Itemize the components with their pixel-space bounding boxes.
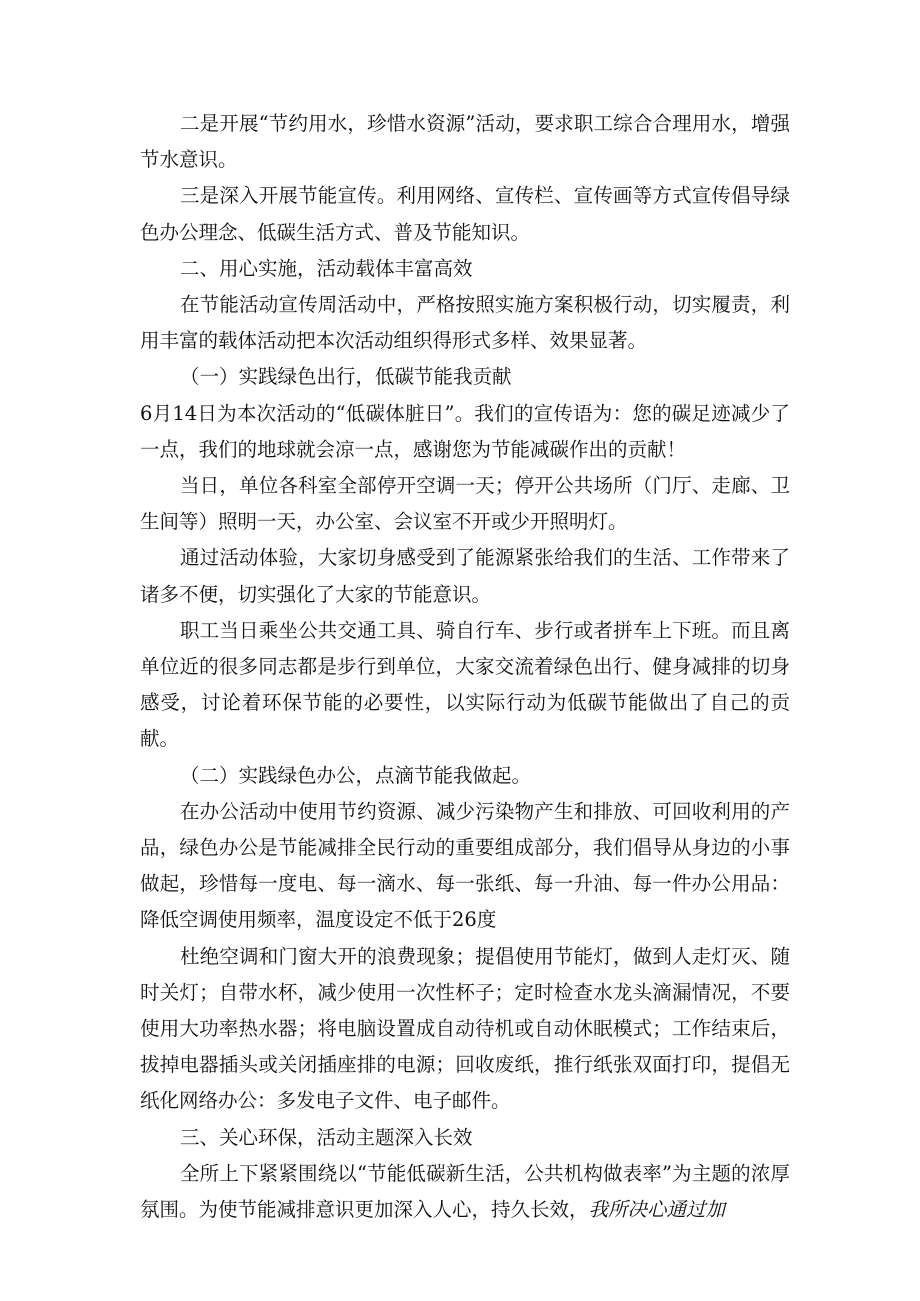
paragraph: 杜绝空调和门窗大开的浪费现象；提倡使用节能灯，做到人走灯灭、随时关灯；自带水杯，减少使用一次性杯子；定时检查水龙头滴漏情况，不要使用大功率热水器；将电脑设置成自动待机或自动休眠模式；工作结束后，拔掉电器插头或关闭插座排的电源；回收废纸，推行纸张双面打印，提倡无纸化网络办公：多发电子文件、电子邮件。	[140, 944, 790, 1113]
paragraph	[140, 1156, 790, 1228]
paragraph-text: 全所上下紧紧围绕以“节能低碳新生活，公共机构做表率”为主题的浓厚氛围。为使节能减排意识更加深入人心，持久长效，	[140, 1161, 790, 1222]
paragraph: 6月14日为本次活动的“低碳体脏日”。我们的宣传语为：您的碳足迹减少了一点，我们的地球就会凉一点，感谢您为节能减碳作出的贡献！	[140, 401, 790, 461]
paragraph: 当日，单位各科室全部停开空调一天；停开公共场所（门厅、走廊、卫生间等）照明一天，办公室、会议室不开或少开照明灯。	[140, 474, 790, 534]
paragraph: 职工当日乘坐公共交通工具、骑自行车、步行或者拼车上下班。而且离单位近的很多同志都是步行到单位，大家交流着绿色出行、健身减排的切身感受，讨论着环保节能的必要性，以实际行动为低碳节能做出了自己的贡献。	[140, 618, 790, 751]
paragraph: 在节能活动宣传周活动中，严格按照实施方案积极行动，切实履责，利用丰富的载体活动把本次活动组织得形式多样、效果显著。	[140, 293, 790, 353]
paragraph: 通过活动体验，大家切身感受到了能源紧张给我们的生活、工作带来了诸多不便，切实强化了大家的节能意识。	[140, 546, 790, 606]
section-heading: 二、用心实施，活动载体丰富高效	[180, 256, 473, 280]
paragraph-text-italic: 我所决心通过加	[588, 1198, 726, 1222]
paragraph: 二是开展“节约用水，珍惜水资源”活动，要求职工综合合理用水，增强节水意识。	[140, 112, 790, 172]
subsection-heading: （一）实践绿色出行，低碳节能我贡献	[180, 365, 512, 389]
paragraph: 三是深入开展节能宣传。利用网络、宣传栏、宣传画等方式宣传倡导绿色办公理念、低碳生活方式、普及节能知识。	[140, 184, 790, 244]
subsection-heading: （二）实践绿色办公，点滴节能我做起。	[180, 763, 532, 787]
section-heading: 三、关心环保，活动主题深入长效	[180, 1125, 473, 1149]
paragraph: 在办公活动中使用节约资源、减少污染物产生和排放、可回收利用的产品，绿色办公是节能减排全民行动的重要组成部分，我们倡导从身边的小事做起，珍惜每一度电、每一滴水、每一张纸、每一升油、每一件办公用品：降低空调使用频率，温度设定不低于26度	[140, 799, 790, 932]
document-page	[140, 106, 790, 1228]
